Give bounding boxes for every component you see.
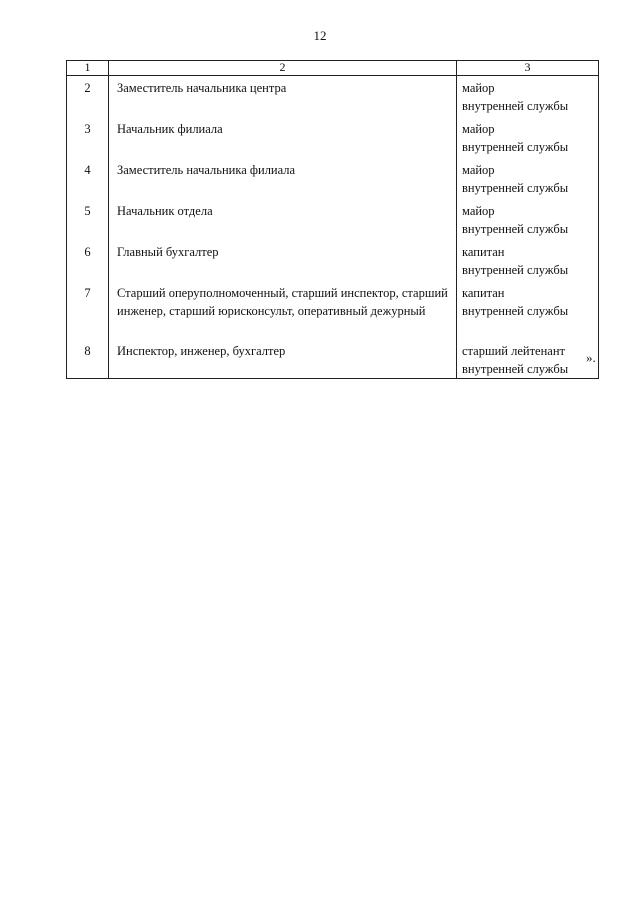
rank-title: капитан bbox=[462, 286, 505, 300]
table-row bbox=[67, 240, 599, 281]
row-number: 8 bbox=[67, 339, 109, 379]
row-number: 6 bbox=[67, 240, 109, 281]
column-header-1: 1 bbox=[67, 61, 109, 76]
rank-service: внутренней службы bbox=[462, 140, 569, 154]
rank-title: капитан bbox=[462, 245, 505, 259]
column-header-2: 2 bbox=[109, 61, 457, 76]
row-number: 3 bbox=[67, 117, 109, 158]
row-number: 5 bbox=[67, 199, 109, 240]
row-number: 2 bbox=[67, 76, 109, 118]
rank-title: майор bbox=[462, 122, 495, 136]
position-cell: Начальник отдела bbox=[109, 199, 457, 240]
rank-cell bbox=[457, 281, 599, 339]
position-cell: Главный бухгалтер bbox=[109, 240, 457, 281]
table-row bbox=[67, 339, 599, 379]
rank-service: внутренней службы bbox=[462, 362, 569, 376]
table-row bbox=[67, 117, 599, 158]
rank-service: внутренней службы bbox=[462, 304, 569, 318]
table-header-row bbox=[67, 61, 599, 76]
position-cell: Инспектор, инженер, бухгалтер bbox=[109, 339, 457, 379]
row-number: 4 bbox=[67, 158, 109, 199]
rank-cell bbox=[457, 240, 599, 281]
page-number: 12 bbox=[313, 28, 327, 43]
table-row bbox=[67, 158, 599, 199]
rank-cell bbox=[457, 339, 599, 379]
position-cell: Старший оперуполномоченный, старший инспектор, старший инженер, старший юрисконсульт, оперативный дежурный bbox=[109, 281, 457, 339]
position-cell: Заместитель начальника филиала bbox=[109, 158, 457, 199]
rank-cell bbox=[457, 158, 599, 199]
rank-cell bbox=[457, 76, 599, 118]
column-header-3: 3 bbox=[457, 61, 599, 76]
rank-service: внутренней службы bbox=[462, 263, 569, 277]
position-cell: Начальник филиала bbox=[109, 117, 457, 158]
rank-title: майор bbox=[462, 163, 495, 177]
ranks-table bbox=[66, 60, 599, 379]
rank-title: майор bbox=[462, 204, 495, 218]
rank-service: внутренней службы bbox=[462, 181, 569, 195]
rank-title: майор bbox=[462, 81, 495, 95]
position-cell: Заместитель начальника центра bbox=[109, 76, 457, 118]
table-row bbox=[67, 76, 599, 118]
table-row bbox=[67, 199, 599, 240]
rank-cell bbox=[457, 199, 599, 240]
rank-title: старший лейтенант bbox=[462, 344, 565, 358]
closing-quote-mark: ». bbox=[586, 350, 596, 365]
rank-service: внутренней службы bbox=[462, 99, 569, 113]
table-row bbox=[67, 281, 599, 339]
rank-service: внутренней службы bbox=[462, 222, 569, 236]
row-number: 7 bbox=[67, 281, 109, 339]
rank-cell bbox=[457, 117, 599, 158]
